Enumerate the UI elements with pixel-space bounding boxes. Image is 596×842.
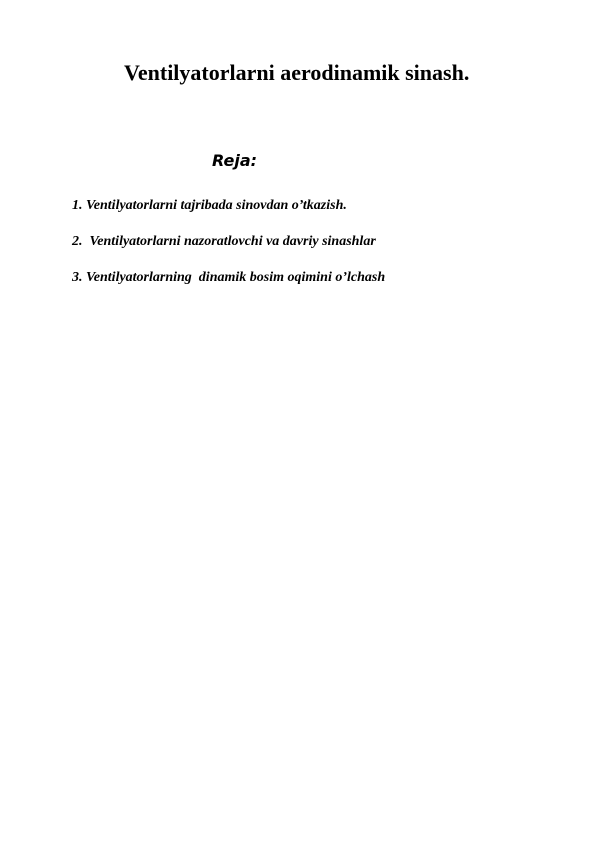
plan-item-2: 2. Ventilyatorlarni nazoratlovchi va davriy sinashlar bbox=[72, 234, 376, 249]
plan-item-3: 3. Ventilyatorlarning dinamik bosim oqimini o’lchash bbox=[72, 270, 386, 285]
plan-item-1: 1. Ventilyatorlarni tajribada sinovdan o’tkazish. bbox=[72, 198, 347, 213]
plan-list bbox=[72, 196, 385, 304]
plan-heading: Reja: bbox=[212, 151, 258, 170]
document-title: Ventilyatorlarni aerodinamik sinash. bbox=[124, 60, 470, 85]
